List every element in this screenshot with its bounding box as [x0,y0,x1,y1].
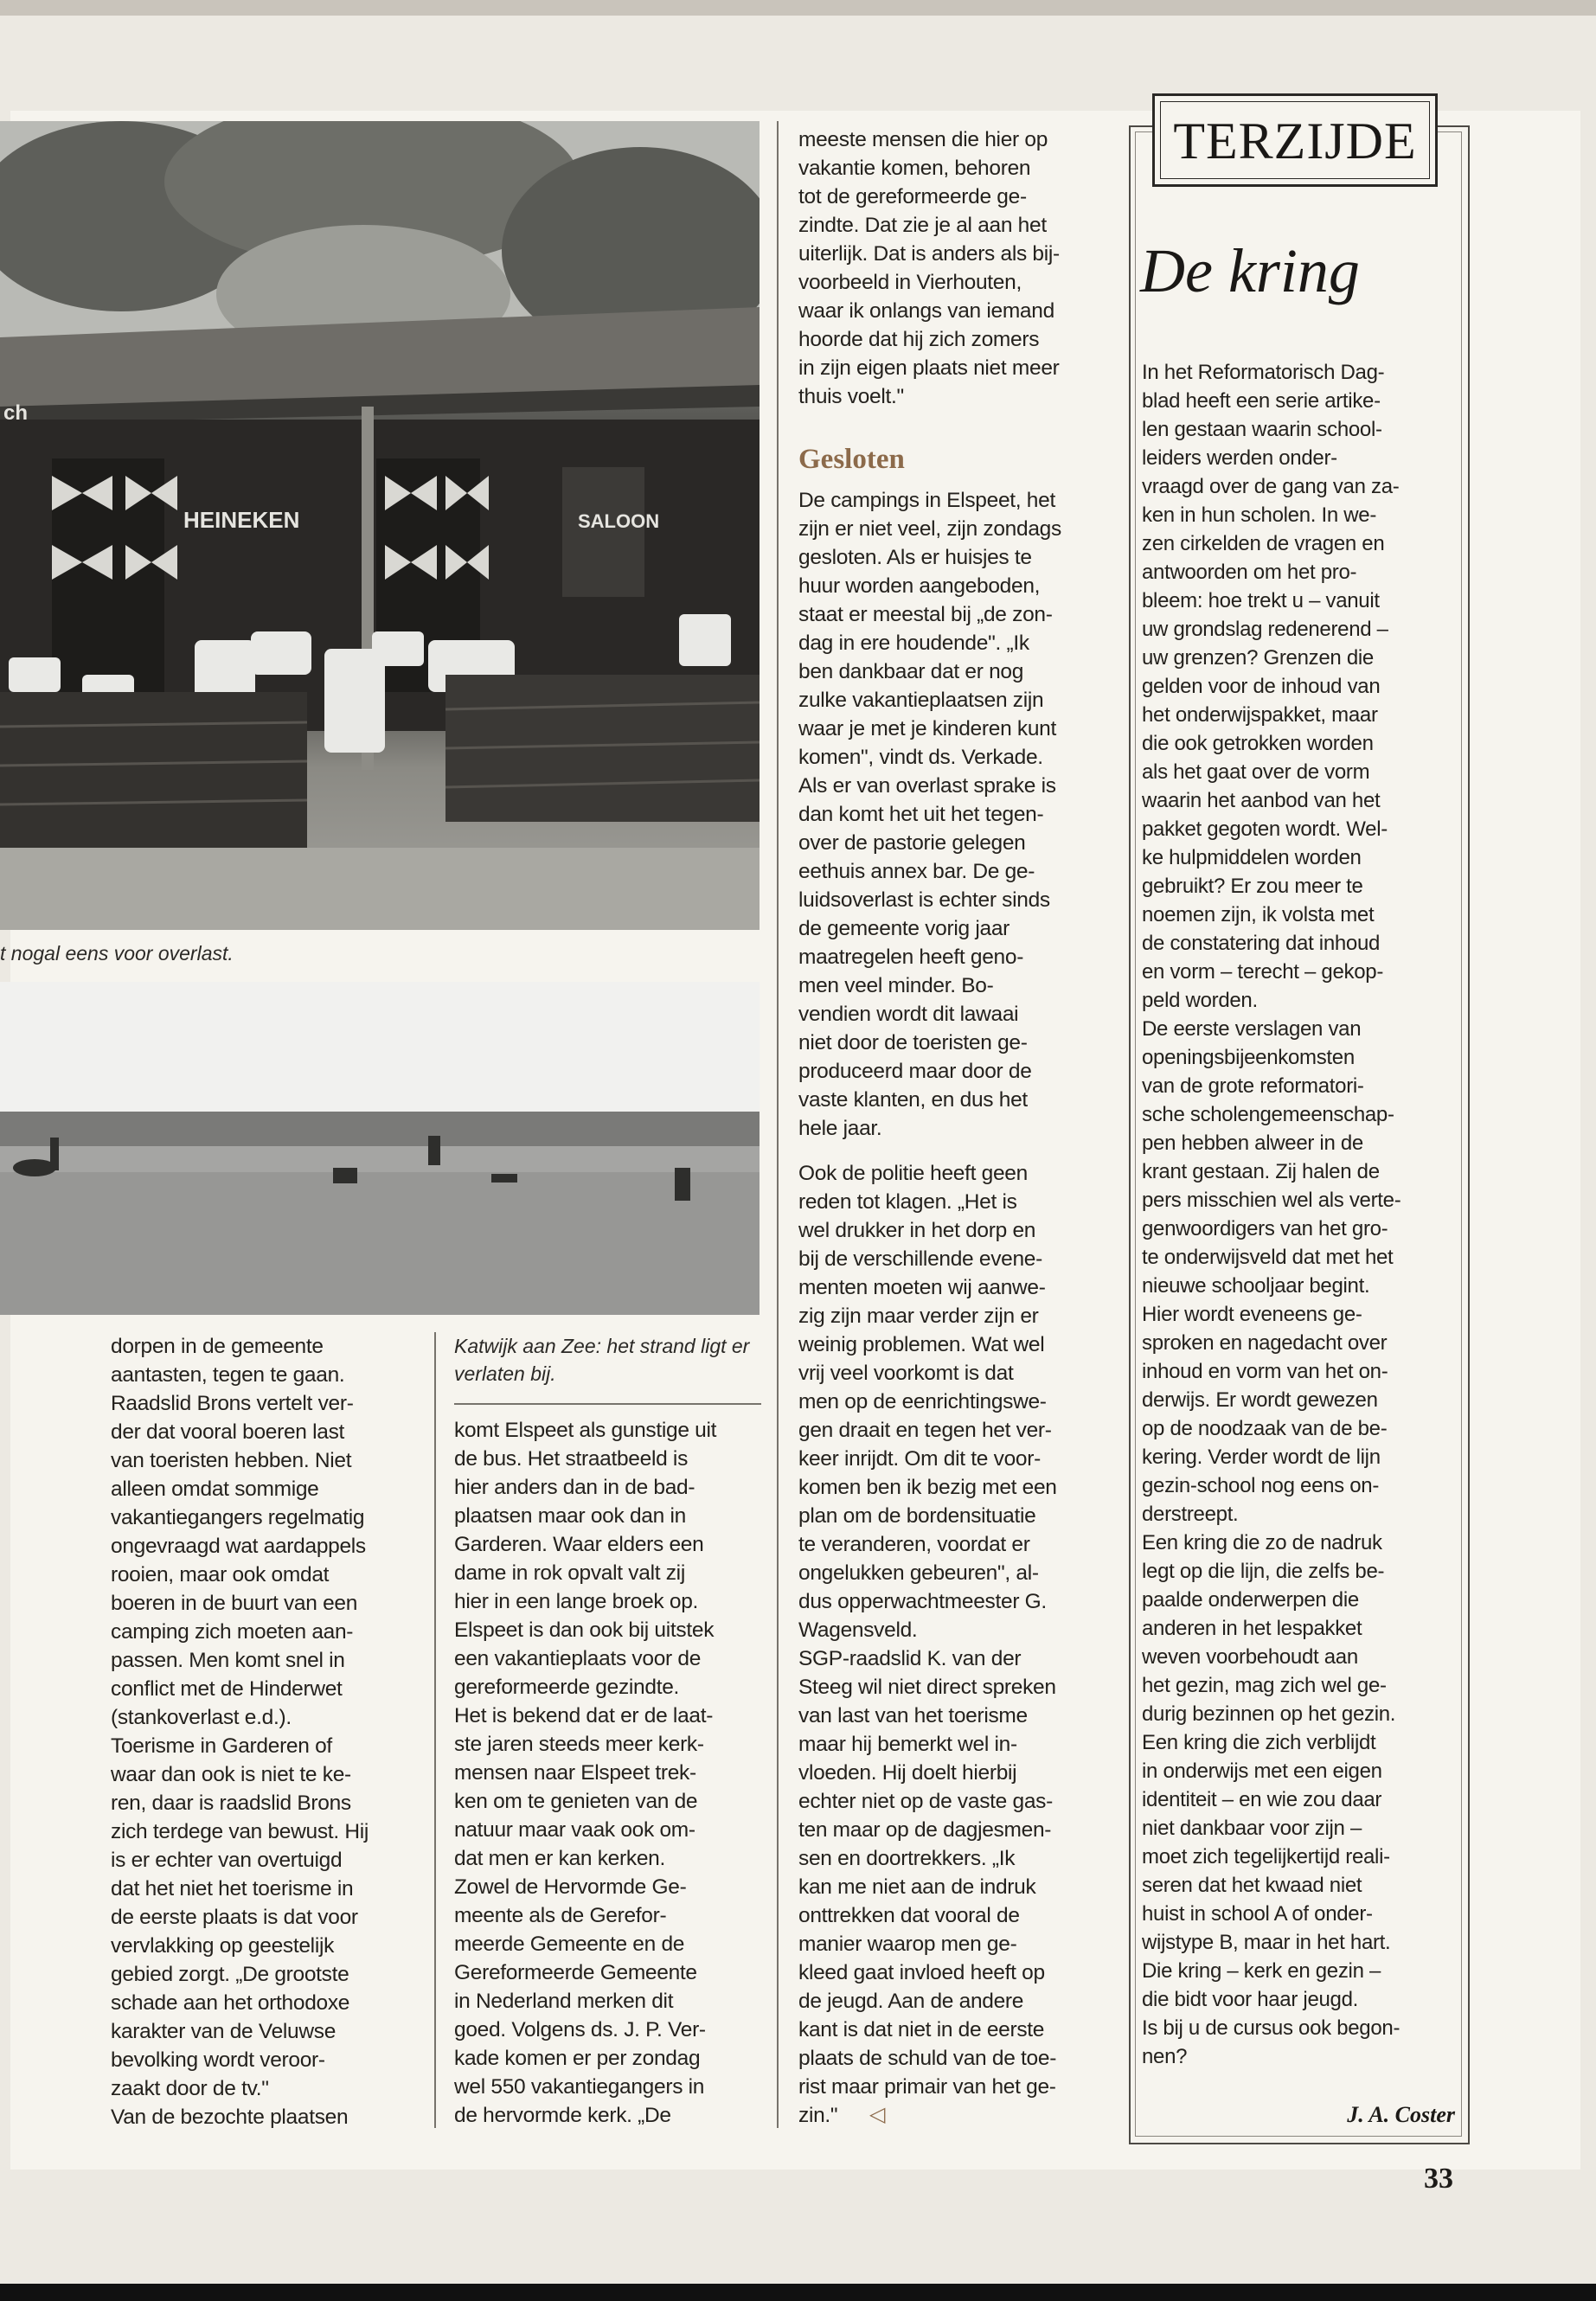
caption-underline [454,1403,761,1405]
article-column-1: dorpen in de gemeente aantasten, tegen te gaan. Raadslid Brons vertelt ver- der dat vooral boeren last van toeristen hebben. Niet alleen omdat sommige vakantiegangers regelmatig ongevraagd wat aardappels rooien, maar ook omdat boeren in de buurt van een camping zich moeten aan- passen. Men komt snel in conflict met de Hinderwet (stankoverlast e.d.). Toerisme in Garderen of waar dan ook is niet te ke- ren, daar is raadslid Brons zich terdege van bewust. Hij is er echter van overtuigd dat het niet het toerisme in de eerste plaats is dat voor vervlakking op geestelijk gebied zorgt. „De grootste schade aan het orthodoxe karakter van de Veluwse bevolking wordt veroor- zaakt door de tv." Van de bezochte plaatsen [111,1335,369,2129]
article-end-mark: ◁ [869,2103,886,2126]
subheading-gesloten: Gesloten [798,444,905,475]
article-column-3-top: meeste mensen die hier op vakantie komen, behoren tot de gereformeerde ge- zindte. Dat zie je al aan het uiterlijk. Dat is anders als bij- voorbeeld in Vierhouten, waar ik onlangs van iemand hoorde dat hij zich zomers in zijn eigen plaats niet meer thuis voelt." [798,128,1060,408]
column-divider-1 [434,1332,436,2128]
sidebar-body: In het Reformatorisch Dag- blad heeft een serie artike- len gestaan waarin school- leiders werden onder- vraagd over de gang van za- ken in hun scholen. In we- zen cirkelden de vragen en antwoorden om het pro- bleem: hoe trekt u – vanuit uw grondslag redenerend – uw grenzen? Grenzen die gelden voor de inhoud van het onderwijspakket, maar die ook getrokken worden als het gaat over de vorm waarin het aanbod van het pakket gegoten wordt. Wel- ke hulpmiddelen worden gebruikt? Er zou meer te noemen zijn, ik volsta met de constatering dat inhoud en vorm – terecht – gekop- peld worden. De eerste verslagen van openingsbijeenkomsten van de grote reformatori- sche scholengemeenschap- pen hebben alweer in de krant gestaan. Zij halen de pers misschien wel als verte- genwoordigers van het gro- te onderwijsveld dat met het nieuwe schooljaar begint. Hier wordt eveneens ge- sproken en nagedacht over inhoud en vorm van het on- derwijs. Er wordt gewezen op de noodzaak van de be- kering. Verder wordt de lijn gezin-school nog eens on- derstreept. Een kring die zo de nadruk legt op die lijn, die zelfs be- paalde onderwerpen die anderen in het lespakket weven voorbehoudt aan het gezin, mag zich wel ge- durig bezinnen op het gezin. Een kring die zich verblijdt in onderwijs met een eigen identiteit – en wie zou daar niet dankbaar voor zijn – moet zich tegelijkertijd reali- seren dat het kwaad niet huist in school A of onder- wijstype B, maar in het hart. Die kring – kerk en gezin – die bidt voor haar jeugd. Is bij u de cursus ook begon- nen? [1142,361,1401,2068]
photo-beach-katwijk [0,982,760,1315]
scan-top-edge [0,0,1596,16]
cafe-photo-caption: t nogal eens voor overlast. [0,942,234,965]
edge-sign: ch [3,401,29,425]
column-divider-2 [777,121,779,2128]
sidebar-author: J. A. Coster [1347,2102,1455,2127]
article-column-3-paragraph-1: De campings in Elspeet, het zijn er niet veel, zijn zondags gesloten. Als er huisjes te huur worden aangeboden, staat er meestal bij „de zon- dag in ere houdende". „Ik ben dankbaar dat er nog zulke vakantieplaatsen zijn waar je met je kinderen kunt komen", vindt ds. Verkade. Als er van overlast sprake is dan komt het uit het tegen- over de pastorie gelegen eethuis annex bar. De ge- luidsoverlast is echter sinds de gemeente vorig jaar maatregelen heeft geno- men veel minder. Bo- vendien wordt dit lawaai niet door de toeristen ge- produceerd maar door de vaste klanten, en dus het hele jaar. [798,489,1061,1140]
terzijde-label-box [1152,93,1438,187]
photo-cafe-terrace [0,121,760,930]
beach-photo-drawing [0,982,760,1315]
beach-photo-caption: Katwijk aan Zee: het strand ligt er verlaten bij. [454,1335,750,1385]
page-number: 33 [1424,2163,1453,2195]
scan-bottom-edge [0,2284,1596,2301]
cafe-photo-drawing [0,121,760,930]
heineken-sign: HEINEKEN [183,507,300,533]
article-column-2: komt Elspeet als gunstige uit de bus. Het straatbeeld is hier anders dan in de bad- plaatsen maar ook dan in Garderen. Waar elders een dame in rok opvalt valt zij hier in een lange broek op. Elspeet is dan ook bij uitstek een vakantieplaats voor de gereformeerde gezindte. Het is bekend dat er de laat- ste jaren steeds meer kerk- mensen naar Elspeet trek- ken om te genieten van de natuur maar vaak ook om- dat men er kan kerken. Zowel de Hervormde Ge- meente als de Gerefor- meerde Gemeente en de Gereformeerde Gemeente in Nederland merken dit goed. Volgens ds. J. P. Ver- kade komen er per zondag wel 550 vakantiegangers in de hervormde kerk. „De [454,1419,717,2127]
terzijde-label: TERZIJDE [1160,101,1430,179]
saloon-sign: SALOON [578,510,660,532]
sidebar-title: De kring [1140,236,1360,305]
article-column-3-paragraph-2: Ook de politie heeft geen reden tot klagen. „Het is wel drukker in het dorp en bij de verschillende evene- menten moeten wij aanwe- zig zijn maar verder zijn er weinig problemen. Wat wel vrij veel voorkomt is dat men op de eenrichtingswe- gen draait en tegen het ver- keer inrijdt. Om dit te voor- komen ben ik bezig met een plan om de bordensituatie te veranderen, voordat er ongelukken gebeuren", al- dus opperwachtmeester G. Wagensveld. SGP-raadslid K. van der Steeg wil niet direct spreken van last van het toerisme maar hij bemerkt wel in- vloeden. Hij doelt hierbij echter niet op de vaste gas- ten maar op de dagjesmen- sen en doortrekkers. „Ik kan me niet aan de indruk onttrekken dat vooral de manier waarop men ge- kleed gaat invloed heeft op de jeugd. Aan de andere kant is dat niet in de eerste plaats de schuld van de toe- rist maar primair van het ge- zin." [798,1162,1057,2127]
